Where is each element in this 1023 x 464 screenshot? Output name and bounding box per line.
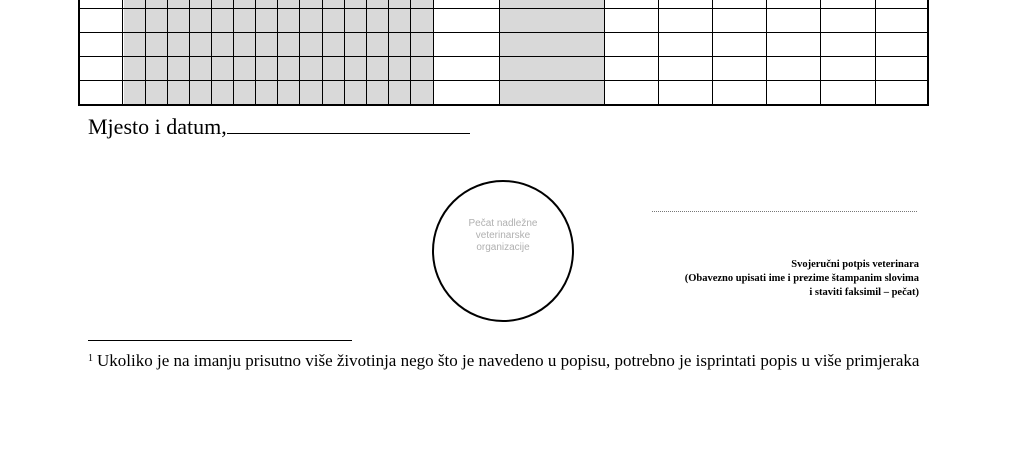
column-divider	[820, 0, 821, 104]
signature-note-line: (Obavezno upisati ime i prezime štampanim slovima	[684, 273, 919, 284]
stamp-placeholder-text	[434, 218, 572, 254]
row-divider	[80, 56, 927, 57]
row-divider	[80, 80, 927, 81]
column-divider	[712, 0, 713, 104]
column-divider	[604, 0, 605, 104]
column-divider	[658, 0, 659, 104]
column-divider	[122, 0, 123, 104]
digit-divider	[255, 0, 256, 104]
footnote	[88, 350, 923, 371]
digit-divider	[388, 0, 389, 104]
digit-divider	[211, 0, 212, 104]
footnote-separator	[88, 340, 352, 341]
column-divider	[499, 0, 500, 104]
stamp-text-line: Pečat nadležne	[468, 218, 538, 229]
row-divider	[80, 8, 927, 9]
digit-divider	[277, 0, 278, 104]
shaded-column	[500, 0, 604, 104]
digit-divider	[322, 0, 323, 104]
row-divider	[80, 32, 927, 33]
digit-divider	[189, 0, 190, 104]
signature-line[interactable]	[652, 211, 917, 212]
signature-caption	[685, 258, 919, 300]
stamp-text-line: organizacije	[476, 242, 530, 253]
footnote-text: Ukoliko je na imanju prisutno više životinja nego što je navedeno u popisu, potrebno je isprintati popis u više primjeraka	[97, 351, 920, 370]
official-stamp-circle	[432, 180, 574, 322]
stamp-text-line: veterinarske	[475, 230, 531, 241]
place-date-blank[interactable]	[227, 113, 470, 134]
digit-divider	[344, 0, 345, 104]
digit-divider	[366, 0, 367, 104]
place-date-label: Mjesto i datum,	[88, 114, 227, 139]
footnote-marker: 1	[88, 353, 93, 364]
column-divider	[433, 0, 434, 104]
column-divider	[766, 0, 767, 104]
animal-list-table	[78, 0, 929, 106]
column-divider	[875, 0, 876, 104]
signature-note-line: i staviti faksimil – pečat)	[809, 287, 919, 298]
digit-divider	[410, 0, 411, 104]
digit-divider	[145, 0, 146, 104]
signature-title: Svojeručni potpis veterinara	[791, 259, 919, 270]
digit-divider	[299, 0, 300, 104]
digit-divider	[233, 0, 234, 104]
digit-divider	[167, 0, 168, 104]
place-date-field	[88, 113, 470, 140]
